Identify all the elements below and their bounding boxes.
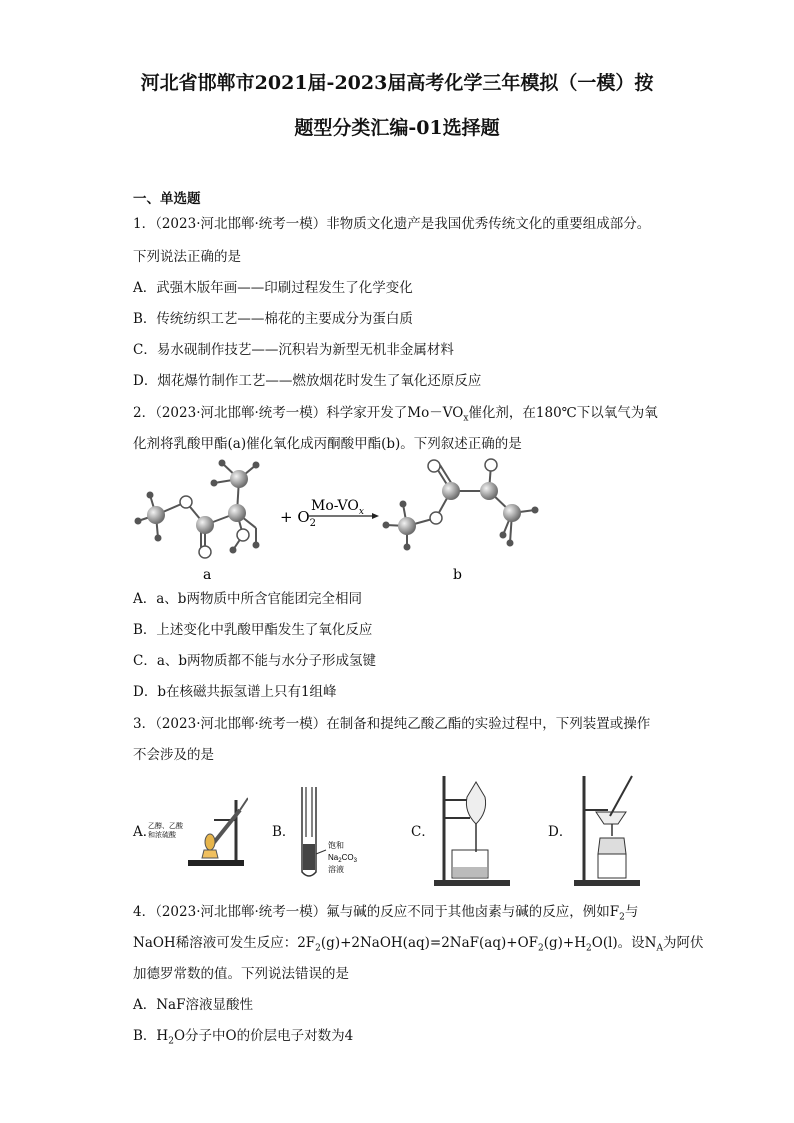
q3-stem-line-2: 不会涉及的是	[133, 747, 214, 763]
q4-stem-line-3: 加德罗常数的值。下列说法错误的是	[133, 966, 349, 982]
q1-option-d: D．烟花爆竹制作工艺——燃放烟花时发生了氧化还原反应	[133, 373, 482, 389]
q1-option-b: B．传统纺织工艺——棉花的主要成分为蛋白质	[133, 311, 413, 327]
q2-stem-line-1	[133, 401, 658, 424]
apparatus-b-label-2: $Na_2CO_3$	[328, 853, 357, 864]
q2-option-c: C．a、b两物质都不能与水分子形成氢键	[133, 653, 377, 669]
q4-stem-line-2: NaOH稀溶液可发生反应：$2F_2(g)+2NaOH(aq)=2NaF(aq)+OF_2(g)+H_2O(l)$。设$N_A$为阿伏	[133, 935, 704, 954]
q2-option-d: D．b在核磁共振氢谱上只有1组峰	[133, 684, 337, 700]
q4-option-b-part-1: B．H	[133, 1028, 169, 1044]
q4-stem-part-1: 4．（2023·河北邯郸·统考一模）氟与碱的反应不同于其他卤素与碱的反应，例如F	[133, 904, 620, 920]
apparatus-b-label-3: 溶液	[328, 865, 344, 874]
apparatus-b-label-1: 饱和	[328, 841, 344, 850]
q4-equation-part-2: (g)+2NaOH(aq)=2NaF(aq)+OF	[320, 935, 539, 951]
label-b: b	[453, 567, 462, 583]
q4-equation-part-5: 为阿伏	[662, 935, 704, 951]
q2-stem-part-2: 催化剂，在180℃下以氧气为氧	[468, 405, 658, 421]
q3-apparatus-a	[148, 790, 248, 870]
q1-option-c: C．易水砚制作技艺——沉积岩为新型无机非金属材料	[133, 342, 454, 358]
q2-catalyst-inline-sub: x	[463, 413, 469, 424]
q3-option-b-label: B．	[272, 824, 296, 840]
q4-option-a: A．NaF溶液显酸性	[133, 997, 253, 1013]
q2-stem-part-1: 2．（2023·河北邯郸·统考一模）科学家开发了	[133, 405, 408, 421]
q1-stem-line-1: 1．（2023·河北邯郸·统考一模）非物质文化遗产是我国优秀传统文化的重要组成部分。	[133, 216, 651, 232]
q3-stem-line-1: 3．（2023·河北邯郸·统考一模）在制备和提纯乙酸乙酯的实验过程中，下列装置或操作	[133, 716, 651, 732]
q1-stem-line-2: 下列说法正确的是	[133, 249, 241, 265]
q1-option-a: A．武强木版年画——印刷过程发生了化学变化	[133, 280, 413, 296]
reaction-scheme-figure	[125, 455, 545, 585]
plus-o2: + $O_2$	[280, 508, 317, 529]
q3-option-c-label: C．	[411, 824, 435, 840]
apparatus-a-label-2: 和浓硫酸	[148, 832, 176, 839]
apparatus-a-label-1: 乙醇、乙酸	[148, 823, 183, 830]
catalyst-label: $Mo-VO_x$	[311, 498, 364, 517]
q3-apparatus-b	[292, 782, 382, 882]
document-title-line-2: 题型分类汇编-01选择题	[294, 117, 500, 139]
q2-stem-line-2: 化剂将乳酸甲酯(a)催化氧化成丙酮酸甲酯(b)。下列叙述正确的是	[133, 436, 522, 452]
q4-equation-part-1: NaOH稀溶液可发生反应：2F	[133, 935, 316, 951]
q3-option-d-label: D．	[548, 824, 573, 840]
q3-apparatus-c	[432, 772, 512, 890]
q4-option-b: B．$H_2O$分子中O的价层电子对数为4	[133, 1028, 354, 1047]
section-heading: 一、单选题	[133, 191, 201, 207]
q3-option-a-label: A．	[133, 824, 157, 840]
label-a: a	[203, 567, 212, 583]
q4-equation-part-3: (g)+H	[543, 935, 587, 951]
document-title-line-1: 河北省邯郸市2021届-2023届高考化学三年模拟（一模）按	[140, 72, 654, 94]
q2-option-a: A．a、b两物质中所含官能团完全相同	[133, 591, 362, 607]
q2-option-b: B．上述变化中乳酸甲酯发生了氧化反应	[133, 622, 373, 638]
q4-stem-line-1: 4．（2023·河北邯郸·统考一模）氟与碱的反应不同于其他卤素与碱的反应，例如$F_2$与	[133, 904, 639, 923]
q4-equation-part-4: O(l)。设N	[591, 935, 657, 951]
q2-catalyst-inline: Mo－VO	[407, 405, 464, 421]
q4-option-b-part-2: O分子中O的价层电子对数为4	[173, 1028, 354, 1044]
q4-stem-part-2: 与	[624, 904, 639, 920]
q3-apparatus-d	[572, 772, 652, 890]
